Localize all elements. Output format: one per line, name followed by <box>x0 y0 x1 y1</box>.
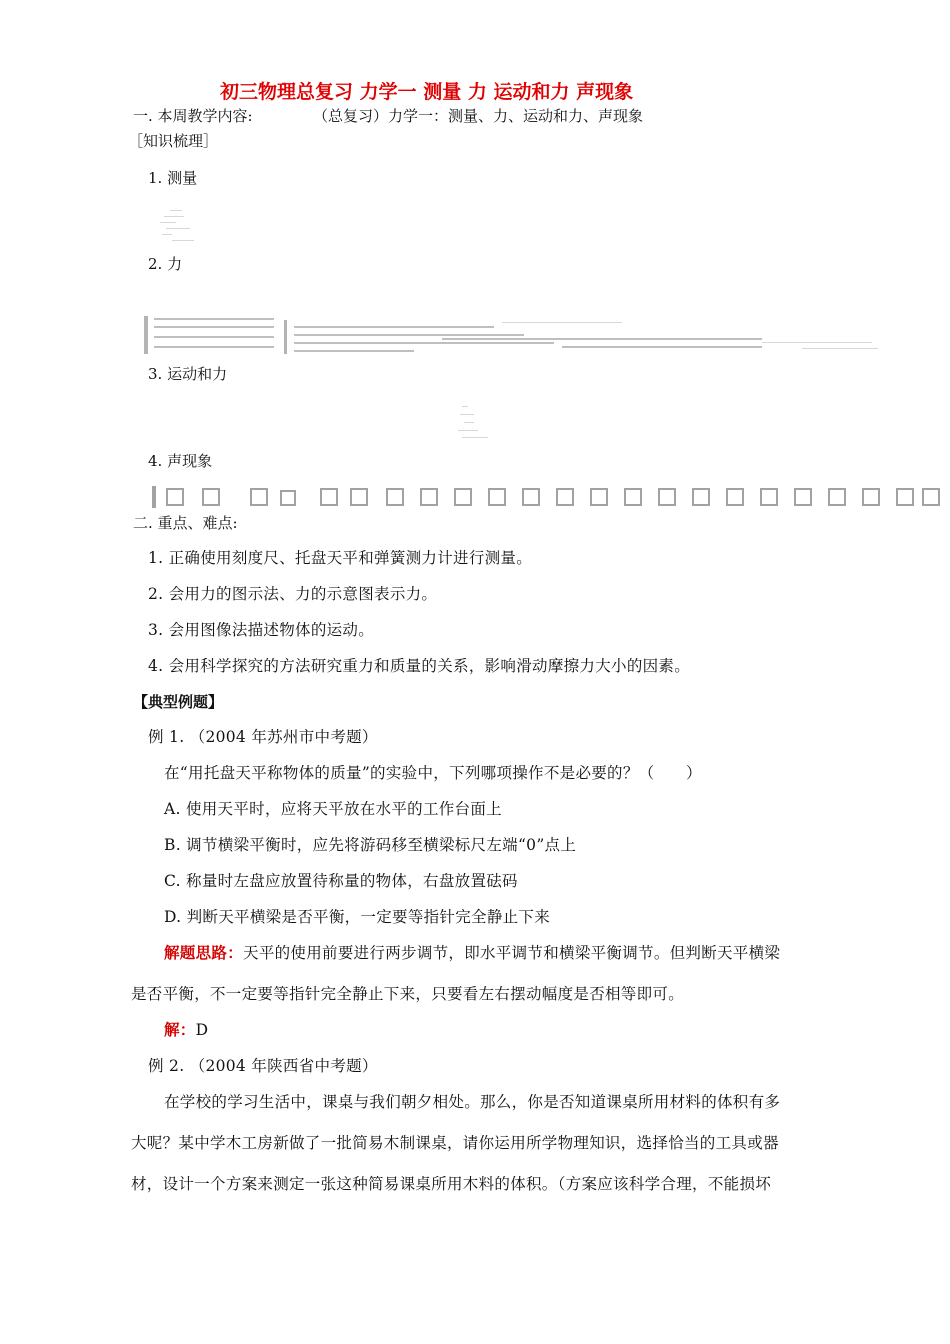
key-point-2: 2. 会用力的图示法、力的示意图表示力。 <box>148 585 438 603</box>
example2-line2: 大呢？某中学木工房新做了一批简易木制课桌，请你运用所学物理知识，选择恰当的工具或器 <box>131 1134 779 1152</box>
example1-label: 例 1. （2004 年苏州市中考题） <box>148 728 378 746</box>
section1-content: （总复习）力学一：测量、力、运动和力、声现象 <box>313 107 644 125</box>
example1-answer <box>164 1020 208 1040</box>
knowledge-heading: ［知识梳理］ <box>128 132 219 150</box>
example1-option-a: A. 使用天平时，应将天平放在水平的工作台面上 <box>164 800 502 818</box>
examples-heading: 【典型例题】 <box>133 693 224 711</box>
measurement-diagram-thumbnail <box>160 208 200 244</box>
item-force: 2. 力 <box>148 255 183 273</box>
answer-value: D <box>195 1021 209 1039</box>
key-point-3: 3. 会用图像法描述物体的运动。 <box>148 621 375 639</box>
analysis-label: 解题思路： <box>164 944 244 962</box>
example2-line1: 在学校的学习生活中，课桌与我们朝夕相处。那么，你是否知道课桌所用材料的体积有多 <box>164 1093 781 1111</box>
example1-question: 在“用托盘天平称物体的质量”的实验中，下列哪项操作不是必要的？（ ） <box>164 764 702 782</box>
item-motion-and-force: 3. 运动和力 <box>148 365 228 383</box>
sound-diagram-thumbnail <box>150 484 942 510</box>
force-diagram-thumbnail <box>142 312 878 356</box>
example1-analysis <box>164 943 780 963</box>
section1-heading: 一. 本周教学内容: <box>133 107 253 125</box>
example2-line3: 材，设计一个方案来测定一张这种简易课桌所用木料的体积。（方案应该科学合理，不能损坏 <box>131 1175 772 1193</box>
analysis-line1: 天平的使用前要进行两步调节，即水平调节和横梁平衡调节。但判断天平横梁 <box>243 944 781 962</box>
example1-analysis-cont: 是否平衡，不一定要等指针完全静止下来，只要看左右摆动幅度是否相等即可。 <box>131 985 685 1003</box>
section2-heading: 二. 重点、难点: <box>133 514 238 532</box>
item-sound: 4. 声现象 <box>148 452 213 470</box>
example1-option-c: C. 称量时左盘应放置待称量的物体，右盘放置砝码 <box>164 872 518 890</box>
document-title: 初三物理总复习 力学一 测量 力 运动和力 声现象 <box>220 81 634 103</box>
example1-option-d: D. 判断天平横梁是否平衡，一定要等指针完全静止下来 <box>164 908 551 926</box>
key-point-4: 4. 会用科学探究的方法研究重力和质量的关系，影响滑动摩擦力大小的因素。 <box>148 657 691 675</box>
example1-option-b: B. 调节横梁平衡时，应先将游码移至横梁标尺左端“0”点上 <box>164 836 577 854</box>
item-measurement: 1. 测量 <box>148 169 198 187</box>
motion-diagram-thumbnail <box>458 404 492 440</box>
key-point-1: 1. 正确使用刻度尺、托盘天平和弹簧测力计进行测量。 <box>148 549 533 567</box>
example2-label: 例 2. （2004 年陕西省中考题） <box>148 1057 378 1075</box>
answer-label: 解： <box>164 1021 196 1039</box>
